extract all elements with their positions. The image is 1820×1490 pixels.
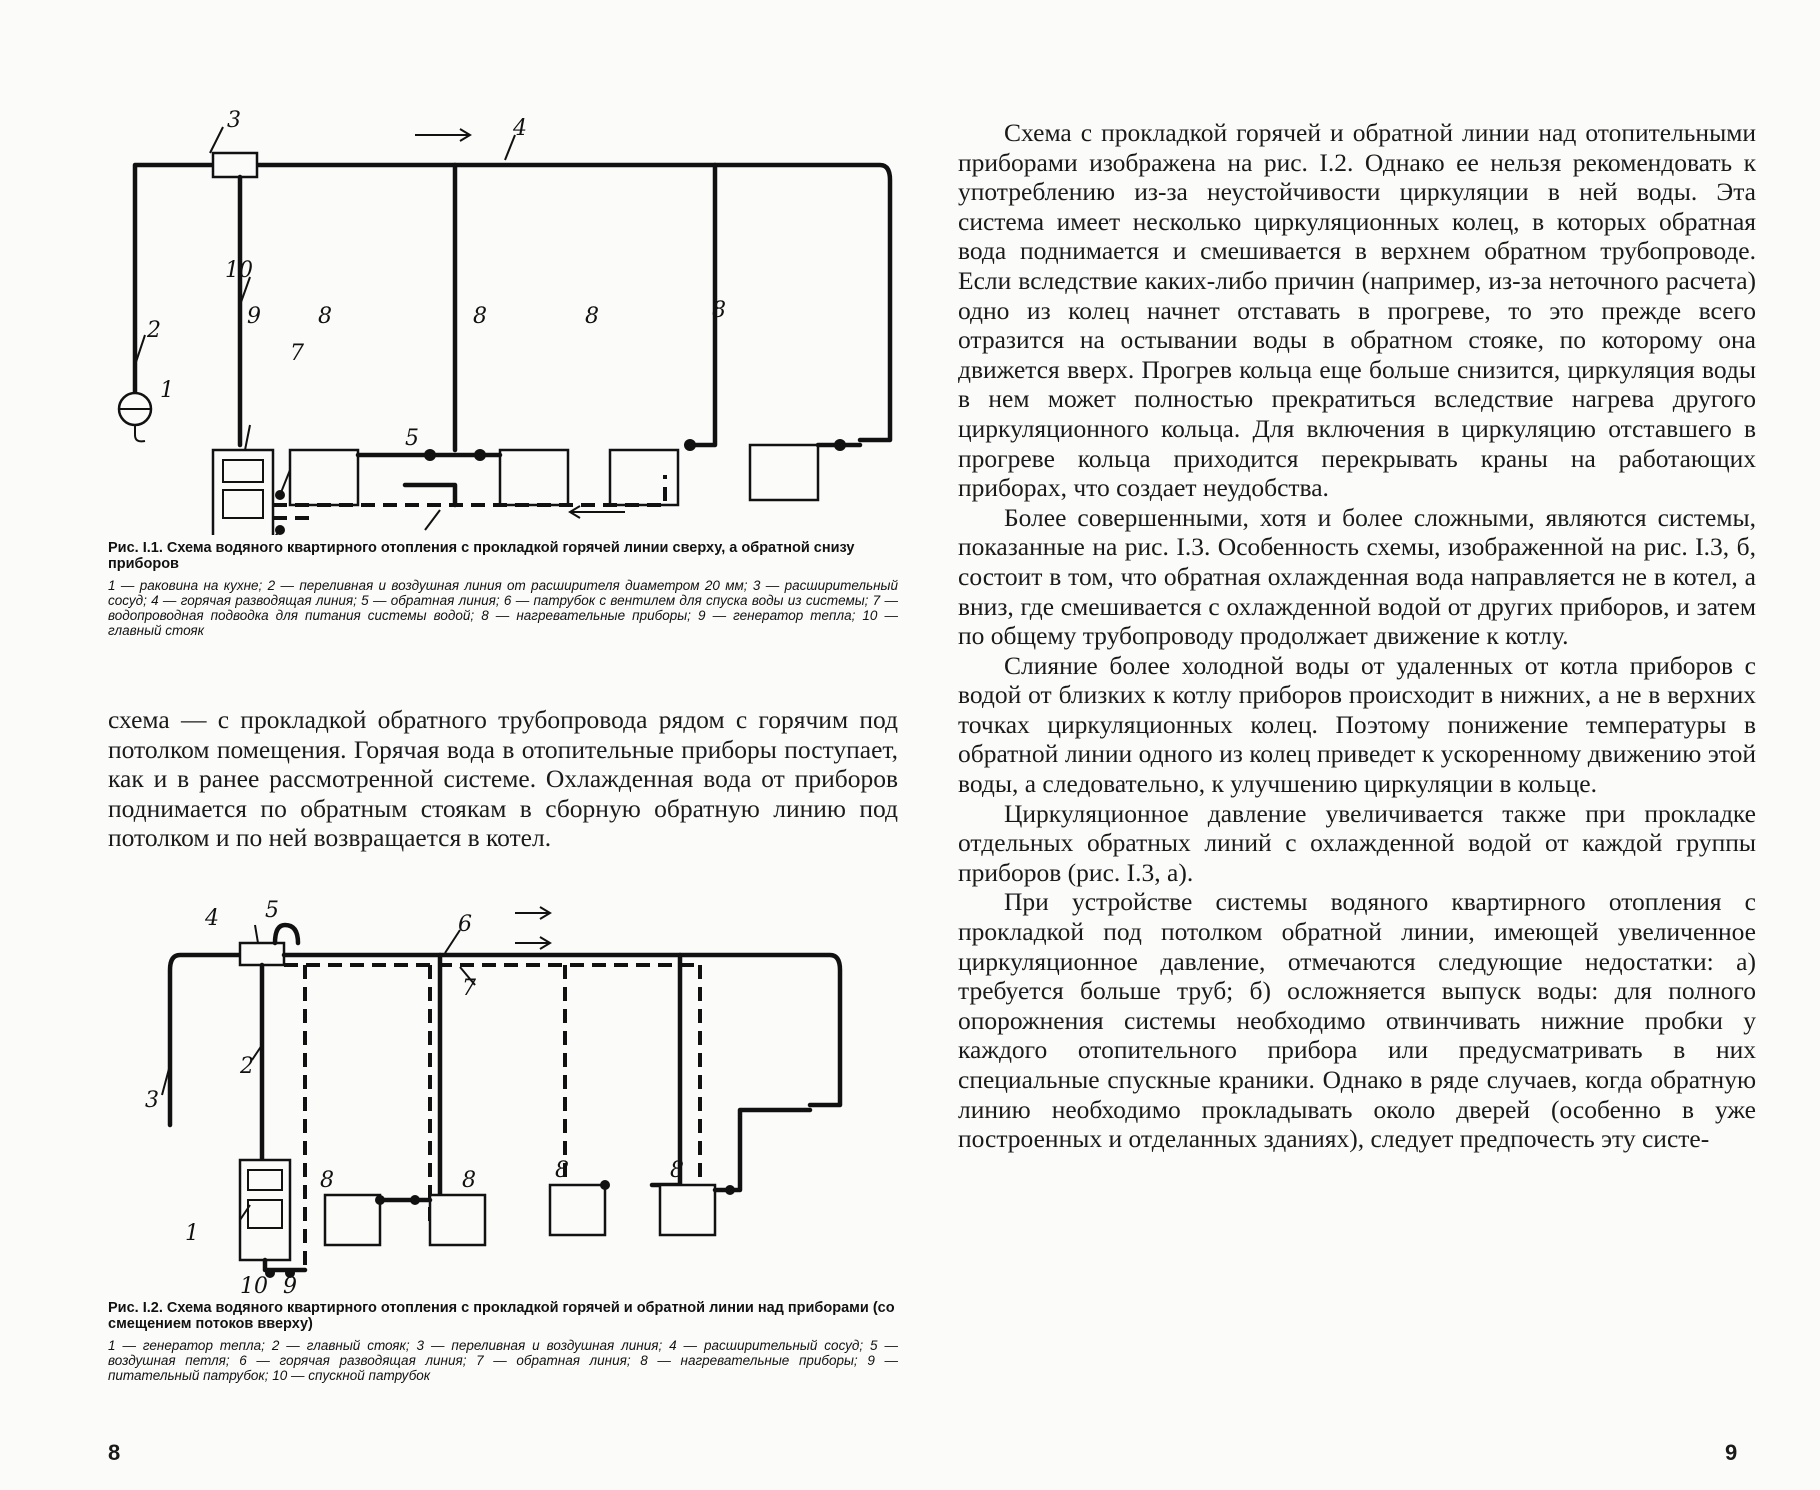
figure-1-caption-legend: 1 — раковина на кухне; 2 — переливная и воздушная линия от расширителя диаметром 20 мм; 3 — расширительный сосуд; 4 — горячая разводящая линия; 5 — обратная линия; 6 — патрубок с вентилем для спуска воды из системы; 7 — водопроводная подводка для питания системы водой; 8 — нагревательные приборы; 9 — генератор тепла; 10 — главный стояк <box>108 578 898 638</box>
right-paragraph-5: При устройстве системы водяного квартирного отопления с прокладкой под потолком обратной линии, имеющей увеличенное циркуляционное давление, отмечаются следующие недостатки: а) требуется больше труб; б) осложняется выпуск воды: для полного опорожнения системы необходимо отвинчивать нижние пробки у каждого отопительного прибора или предусматривать в них специальные спускные краники. Однако в ряде случаев, когда обратную линию необходимо прокладывать около дверей (особенно в уже построенных и отделанных зданиях), следует предпочесть эту систе- <box>958 887 1756 1154</box>
air-loop <box>275 925 298 943</box>
fig2-label-8b: 8 <box>462 1168 476 1193</box>
radiator-2-3 <box>550 1185 605 1235</box>
radiator-2-1 <box>325 1195 380 1245</box>
fig1-label-2: 2 <box>147 318 161 343</box>
fig2-label-4: 4 <box>205 906 219 931</box>
expansion-tank <box>213 153 257 177</box>
radiator-2-2 <box>430 1195 485 1245</box>
right-paragraph-3: Слияние более холодной воды от удаленных от котла приборов с водой от близких к котлу приборов происходит в нижних, а не в верхних точках циркуляционных колец. Поэтому понижение температуры в обратной линии одного из колец приведет к ускоренному движению этой воды, а следовательно, к улучшению циркуляции в кольце. <box>958 650 1756 799</box>
fig1-label-10: 10 <box>225 258 253 283</box>
fig1-label-8c: 8 <box>585 304 599 329</box>
left-paragraph-text: схема — с прокладкой обратного трубопровода рядом с горячим под потолком помещения. Горячая вода в отопительные приборы поступает, как и в ранее рассмотренной системе. Охлажденная вода от приборов поднимается по обратным стоякам в сборную обратную линию под потолком и по ней возвращается в котел. <box>108 705 898 853</box>
fig2-label-10: 10 <box>240 1274 268 1295</box>
expansion-tank-2 <box>240 943 284 965</box>
fig2-label-3: 3 <box>145 1088 159 1113</box>
figure-2-caption-title: Рис. I.2. Схема водяного квартирного отопления с прокладкой горячей и обратной линии над приборами (со смещением потоков вверху) <box>108 1300 895 1332</box>
figure-2-caption-legend: 1 — генератор тепла; 2 — главный стояк; 3 — переливная и воздушная линия; 4 — расширительный сосуд; 5 — воздушная петля; 6 — горячая разводящая линия; 7 — обратная линия; 8 — нагревательные приборы; 9 — питательный патрубок; 10 — спускной патрубок <box>108 1338 898 1383</box>
fig1-label-9: 9 <box>247 304 261 329</box>
hot-supply-line <box>135 165 215 395</box>
fig2-label-9: 9 <box>283 1274 297 1295</box>
fig2-label-6: 6 <box>458 912 472 937</box>
hot-supply-line-2 <box>284 955 840 1105</box>
radiator-2-4 <box>660 1185 715 1235</box>
page-number-right: 9 <box>1725 1440 1738 1465</box>
right-paragraph-1: Схема с прокладкой горячей и обратной линии над отопительными приборами изображена на рис. I.2. Однако ее нельзя рекомендовать к употреблению из-за неустойчивости циркуляции в ней воды. Эта система имеет несколько циркуляционных колец, в которых обратная вода поднимается и смешивается в верхнем обратном трубопроводе. Если вследствие каких-либо причин (например, из-за неточного расчета) одно из колец начнет отставать в прогреве, то это прежде всего отразится на остывании воды в обратном стояке, по которому она движется вверх. Прогрев кольца еще больше снизится, циркуляция воды в нем может полностью прекратиться вследствие нагрева другого циркуляционного кольца. Для включения в циркуляцию отставшего в прогреве кольца приходится перекрывать краны на работающих приборах, что создает неудобства. <box>958 118 1756 503</box>
right-paragraph-2: Более совершенными, хотя и более сложными, являются системы, показанные на рис. I.3. Особенность схемы, изображенной на рис. I.3, б, состоит в том, что обратная охлажденная вода направляется не в котел, а вниз, где смешивается с охлажденной водой от других приборов, и затем по общему трубопроводу продолжает движение к котлу. <box>958 502 1756 651</box>
fig2-label-7: 7 <box>462 976 476 1001</box>
fig1-label-5: 5 <box>405 426 419 451</box>
overflow-line <box>170 955 240 1125</box>
fig2-label-8a: 8 <box>320 1168 334 1193</box>
fig1-label-4: 4 <box>513 116 527 141</box>
left-paragraph <box>108 705 898 853</box>
fig1-label-3: 3 <box>227 108 241 133</box>
figure-1-caption <box>108 540 898 638</box>
fig2-label-8d: 8 <box>670 1158 684 1183</box>
figure-1-caption-title: Рис. I.1. Схема водяного квартирного отопления с прокладкой горячей линии сверху, а обратной снизу приборов <box>108 540 855 572</box>
figure-1-diagram <box>105 105 895 535</box>
fig2-label-8c: 8 <box>555 1158 569 1183</box>
right-page <box>950 0 1820 1490</box>
fig1-label-8b: 8 <box>473 304 487 329</box>
fig1-label-7: 7 <box>290 341 304 366</box>
radiator-2 <box>500 450 568 505</box>
fig1-label-8d: 8 <box>712 298 726 323</box>
figure-1-svg <box>105 105 895 535</box>
fig1-label-8a: 8 <box>318 304 332 329</box>
page-number-left: 8 <box>108 1440 121 1465</box>
fig2-label-5: 5 <box>265 898 279 923</box>
radiator-3 <box>610 450 678 505</box>
figure-2-diagram <box>140 895 860 1295</box>
right-paragraph-4: Циркуляционное давление увеличивается также при прокладке отдельных обратных линий с охлажденной водой от каждой группы приборов (рис. I.3, а). <box>958 798 1756 887</box>
fig2-label-2: 2 <box>240 1054 254 1079</box>
right-text-column <box>958 118 1756 1154</box>
fig1-label-1: 1 <box>160 378 174 403</box>
figure-2-svg <box>140 895 860 1295</box>
radiator-4 <box>750 445 818 500</box>
fig2-label-1: 1 <box>185 1221 199 1246</box>
figure-2-caption <box>108 1300 898 1383</box>
radiator-1 <box>290 450 358 505</box>
